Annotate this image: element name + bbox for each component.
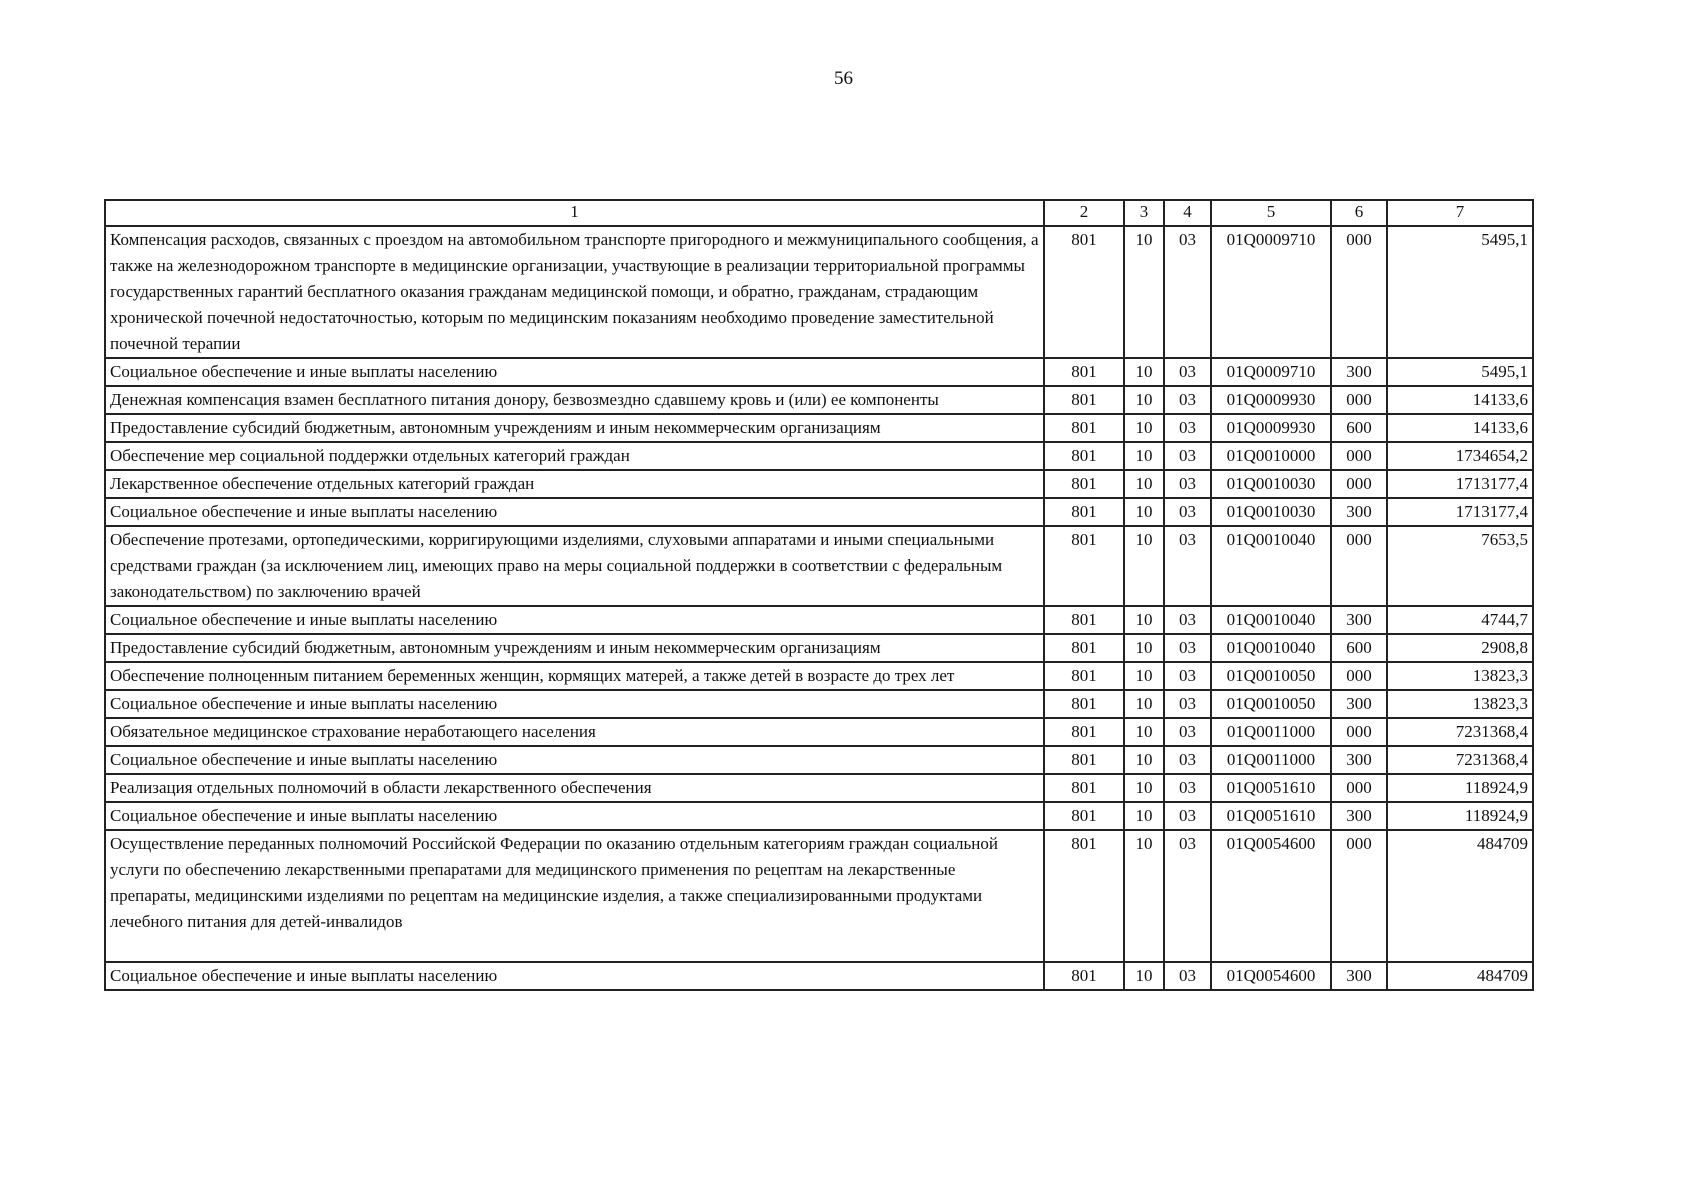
row-expense-type-code: 600 (1331, 414, 1387, 442)
column-header: 4 (1164, 200, 1211, 226)
row-gr-code: 801 (1044, 226, 1124, 358)
row-section-code: 10 (1124, 802, 1164, 830)
row-name: Обязательное медицинское страхование неработающего населения (105, 718, 1044, 746)
table-row (105, 690, 1533, 718)
table-row (105, 662, 1533, 690)
row-name: Социальное обеспечение и иные выплаты населению (105, 606, 1044, 634)
row-expense-type-code: 600 (1331, 634, 1387, 662)
table-row (105, 358, 1533, 386)
row-target-code: 01Q0010040 (1211, 634, 1331, 662)
row-gr-code: 801 (1044, 690, 1124, 718)
row-name: Предоставление субсидий бюджетным, автономным учреждениям и иным некоммерческим организациям (105, 414, 1044, 442)
table-row (105, 962, 1533, 990)
row-section-code: 10 (1124, 774, 1164, 802)
row-expense-type-code: 300 (1331, 746, 1387, 774)
row-subsection-code: 03 (1164, 498, 1211, 526)
row-gr-code: 801 (1044, 662, 1124, 690)
row-target-code: 01Q0054600 (1211, 962, 1331, 990)
row-amount: 1734654,2 (1387, 442, 1533, 470)
row-section-code: 10 (1124, 634, 1164, 662)
row-target-code: 01Q0011000 (1211, 746, 1331, 774)
row-gr-code: 801 (1044, 358, 1124, 386)
row-name: Социальное обеспечение и иные выплаты населению (105, 962, 1044, 990)
row-gr-code: 801 (1044, 802, 1124, 830)
column-header: 5 (1211, 200, 1331, 226)
row-subsection-code: 03 (1164, 386, 1211, 414)
header-row (105, 200, 1533, 226)
row-subsection-code: 03 (1164, 962, 1211, 990)
row-expense-type-code: 300 (1331, 498, 1387, 526)
row-gr-code: 801 (1044, 526, 1124, 606)
row-target-code: 01Q0009710 (1211, 358, 1331, 386)
row-amount: 118924,9 (1387, 802, 1533, 830)
row-target-code: 01Q0010050 (1211, 690, 1331, 718)
row-name: Обеспечение мер социальной поддержки отдельных категорий граждан (105, 442, 1044, 470)
row-expense-type-code: 000 (1331, 442, 1387, 470)
row-amount: 14133,6 (1387, 386, 1533, 414)
row-subsection-code: 03 (1164, 718, 1211, 746)
table-row (105, 802, 1533, 830)
row-amount: 7231368,4 (1387, 746, 1533, 774)
row-target-code: 01Q0054600 (1211, 830, 1331, 962)
row-expense-type-code: 000 (1331, 226, 1387, 358)
row-gr-code: 801 (1044, 634, 1124, 662)
table-row (105, 746, 1533, 774)
column-header: 1 (105, 200, 1044, 226)
row-name: Социальное обеспечение и иные выплаты населению (105, 746, 1044, 774)
row-amount: 5495,1 (1387, 226, 1533, 358)
row-gr-code: 801 (1044, 498, 1124, 526)
row-target-code: 01Q0009930 (1211, 414, 1331, 442)
row-target-code: 01Q0051610 (1211, 774, 1331, 802)
row-subsection-code: 03 (1164, 358, 1211, 386)
row-target-code: 01Q0010030 (1211, 470, 1331, 498)
row-section-code: 10 (1124, 226, 1164, 358)
row-subsection-code: 03 (1164, 830, 1211, 962)
row-gr-code: 801 (1044, 830, 1124, 962)
row-expense-type-code: 300 (1331, 802, 1387, 830)
row-name: Обеспечение протезами, ортопедическими, корригирующими изделиями, слуховыми аппаратами и иными специальными средствами граждан (за исключением лиц, имеющих право на меры социальной поддержки в соответствии с федеральным законодательством) по заключению врачей (105, 526, 1044, 606)
row-subsection-code: 03 (1164, 526, 1211, 606)
row-subsection-code: 03 (1164, 746, 1211, 774)
row-name: Денежная компенсация взамен бесплатного питания донору, безвозмездно сдавшему кровь и (или) ее компоненты (105, 386, 1044, 414)
row-gr-code: 801 (1044, 746, 1124, 774)
row-target-code: 01Q0011000 (1211, 718, 1331, 746)
row-section-code: 10 (1124, 442, 1164, 470)
row-subsection-code: 03 (1164, 226, 1211, 358)
row-expense-type-code: 300 (1331, 606, 1387, 634)
row-expense-type-code: 300 (1331, 358, 1387, 386)
row-gr-code: 801 (1044, 386, 1124, 414)
row-amount: 7653,5 (1387, 526, 1533, 606)
table-row (105, 442, 1533, 470)
row-target-code: 01Q0010040 (1211, 606, 1331, 634)
row-name: Социальное обеспечение и иные выплаты населению (105, 690, 1044, 718)
row-target-code: 01Q0010000 (1211, 442, 1331, 470)
row-expense-type-code: 000 (1331, 662, 1387, 690)
row-section-code: 10 (1124, 718, 1164, 746)
row-subsection-code: 03 (1164, 606, 1211, 634)
row-expense-type-code: 000 (1331, 386, 1387, 414)
row-section-code: 10 (1124, 470, 1164, 498)
row-name: Социальное обеспечение и иные выплаты населению (105, 498, 1044, 526)
table-row (105, 606, 1533, 634)
row-section-code: 10 (1124, 690, 1164, 718)
row-section-code: 10 (1124, 662, 1164, 690)
row-target-code: 01Q0010030 (1211, 498, 1331, 526)
page-number: 56 (834, 68, 853, 89)
row-amount: 484709 (1387, 830, 1533, 962)
row-target-code: 01Q0009930 (1211, 386, 1331, 414)
row-subsection-code: 03 (1164, 802, 1211, 830)
row-section-code: 10 (1124, 746, 1164, 774)
column-header: 2 (1044, 200, 1124, 226)
row-subsection-code: 03 (1164, 634, 1211, 662)
column-header: 7 (1387, 200, 1533, 226)
row-gr-code: 801 (1044, 470, 1124, 498)
row-expense-type-code: 000 (1331, 774, 1387, 802)
row-amount: 13823,3 (1387, 662, 1533, 690)
row-name: Предоставление субсидий бюджетным, автономным учреждениям и иным некоммерческим организациям (105, 634, 1044, 662)
budget-table (104, 199, 1534, 991)
row-target-code: 01Q0010040 (1211, 526, 1331, 606)
row-section-code: 10 (1124, 830, 1164, 962)
row-expense-type-code: 300 (1331, 690, 1387, 718)
row-name: Социальное обеспечение и иные выплаты населению (105, 802, 1044, 830)
row-expense-type-code: 000 (1331, 470, 1387, 498)
row-amount: 5495,1 (1387, 358, 1533, 386)
row-name: Реализация отдельных полномочий в области лекарственного обеспечения (105, 774, 1044, 802)
row-target-code: 01Q0010050 (1211, 662, 1331, 690)
row-subsection-code: 03 (1164, 662, 1211, 690)
table-row (105, 634, 1533, 662)
table-row (105, 470, 1533, 498)
table-row (105, 414, 1533, 442)
row-section-code: 10 (1124, 414, 1164, 442)
table-row (105, 774, 1533, 802)
row-amount: 4744,7 (1387, 606, 1533, 634)
row-expense-type-code: 000 (1331, 526, 1387, 606)
row-section-code: 10 (1124, 526, 1164, 606)
row-subsection-code: 03 (1164, 690, 1211, 718)
row-subsection-code: 03 (1164, 774, 1211, 802)
row-section-code: 10 (1124, 498, 1164, 526)
column-header: 6 (1331, 200, 1387, 226)
row-section-code: 10 (1124, 962, 1164, 990)
row-amount: 118924,9 (1387, 774, 1533, 802)
row-section-code: 10 (1124, 606, 1164, 634)
row-subsection-code: 03 (1164, 470, 1211, 498)
row-amount: 484709 (1387, 962, 1533, 990)
row-gr-code: 801 (1044, 606, 1124, 634)
row-gr-code: 801 (1044, 962, 1124, 990)
table-row (105, 830, 1533, 962)
row-name: Социальное обеспечение и иные выплаты населению (105, 358, 1044, 386)
column-header: 3 (1124, 200, 1164, 226)
row-amount: 1713177,4 (1387, 498, 1533, 526)
table-row (105, 526, 1533, 606)
row-gr-code: 801 (1044, 442, 1124, 470)
row-expense-type-code: 300 (1331, 962, 1387, 990)
row-section-code: 10 (1124, 386, 1164, 414)
table-row (105, 226, 1533, 358)
row-expense-type-code: 000 (1331, 830, 1387, 962)
row-amount: 2908,8 (1387, 634, 1533, 662)
row-name: Компенсация расходов, связанных с проездом на автомобильном транспорте пригородного и межмуниципального сообщения, а также на железнодорожном транспорте в медицинские организации, участвующие в реализации территориальной программы государственных гарантий бесплатного оказания гражданам медицинской помощи, и обратно, гражданам, страдающим хронической почечной недостаточностью, которым по медицинским показаниям необходимо проведение заместительной почечной терапии (105, 226, 1044, 358)
row-subsection-code: 03 (1164, 442, 1211, 470)
row-gr-code: 801 (1044, 718, 1124, 746)
row-amount: 13823,3 (1387, 690, 1533, 718)
row-amount: 7231368,4 (1387, 718, 1533, 746)
row-amount: 14133,6 (1387, 414, 1533, 442)
row-expense-type-code: 000 (1331, 718, 1387, 746)
row-section-code: 10 (1124, 358, 1164, 386)
table-row (105, 498, 1533, 526)
table-row (105, 386, 1533, 414)
row-gr-code: 801 (1044, 414, 1124, 442)
row-target-code: 01Q0051610 (1211, 802, 1331, 830)
row-amount: 1713177,4 (1387, 470, 1533, 498)
row-gr-code: 801 (1044, 774, 1124, 802)
row-name: Обеспечение полноценным питанием беременных женщин, кормящих матерей, а также детей в возрасте до трех лет (105, 662, 1044, 690)
row-name: Осуществление переданных полномочий Российской Федерации по оказанию отдельным категориям граждан социальной услуги по обеспечению лекарственными препаратами для медицинского применения по рецептам на лекарственные препараты, медицинскими изделиями по рецептам на медицинские изделия, а также специализированными продуктами лечебного питания для детей-инвалидов (105, 830, 1044, 962)
row-target-code: 01Q0009710 (1211, 226, 1331, 358)
table-row (105, 718, 1533, 746)
row-subsection-code: 03 (1164, 414, 1211, 442)
row-name: Лекарственное обеспечение отдельных категорий граждан (105, 470, 1044, 498)
